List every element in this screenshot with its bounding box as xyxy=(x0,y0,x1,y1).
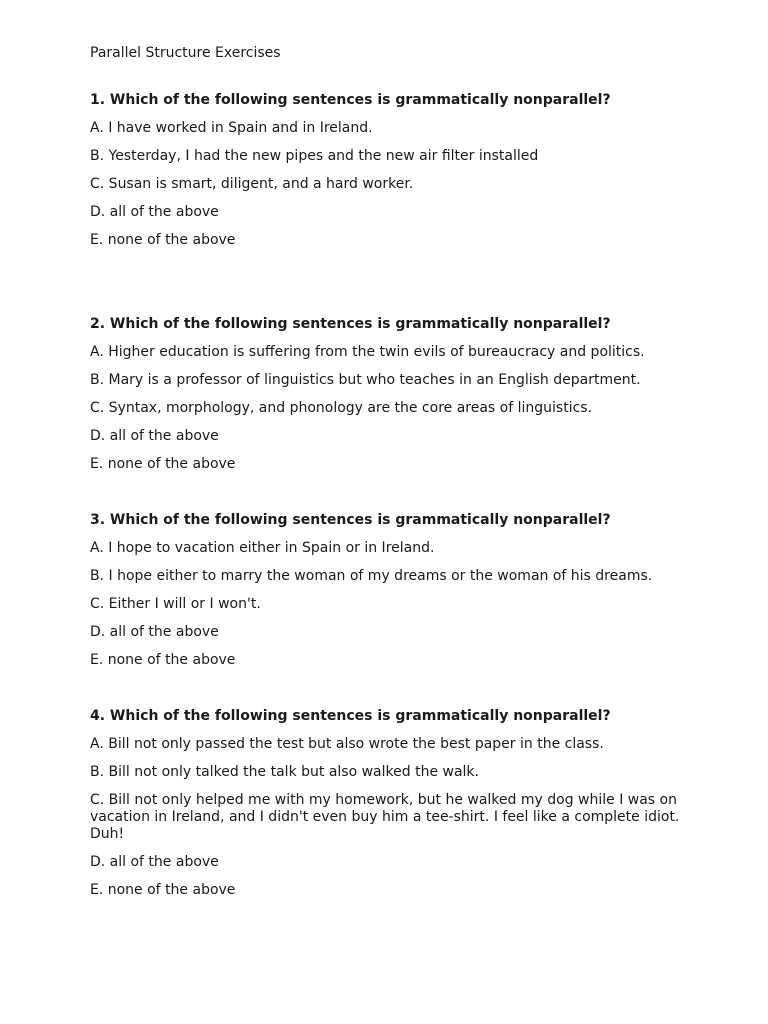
answer-option-e: E. none of the above xyxy=(90,882,236,898)
question-2 xyxy=(90,316,690,484)
answer-option-d: D. all of the above xyxy=(90,854,219,870)
answer-option-c: C. Syntax, morphology, and phonology are the core areas of linguistics. xyxy=(90,400,593,416)
question-stem: 4. Which of the following sentences is grammatically nonparallel? xyxy=(90,708,611,724)
answer-option-b: B. Bill not only talked the talk but also walked the walk. xyxy=(90,764,479,780)
answer-option-a: A. I have worked in Spain and in Ireland. xyxy=(90,120,373,136)
question-1 xyxy=(90,92,690,260)
answer-option-b: B. Mary is a professor of linguistics but who teaches in an English department. xyxy=(90,372,641,388)
answer-option-e: E. none of the above xyxy=(90,232,236,248)
answer-option-d: D. all of the above xyxy=(90,624,219,640)
document-title: Parallel Structure Exercises xyxy=(90,45,281,61)
answer-option-a: A. Higher education is suffering from the twin evils of bureaucracy and politics. xyxy=(90,344,645,360)
answer-option-c: C. Either I will or I won't. xyxy=(90,596,261,612)
answer-option-d: D. all of the above xyxy=(90,204,219,220)
answer-option-e: E. none of the above xyxy=(90,652,236,668)
answer-option-c: C. Bill not only helped me with my homework, but he walked my dog while I was on vacation in Ireland, and I didn't even buy him a tee-shirt. I feel like a complete idiot. Duh! xyxy=(90,792,680,842)
answer-option-e: E. none of the above xyxy=(90,456,236,472)
question-stem: 1. Which of the following sentences is grammatically nonparallel? xyxy=(90,92,611,108)
answer-option-a: A. Bill not only passed the test but also wrote the best paper in the class. xyxy=(90,736,604,752)
question-stem: 2. Which of the following sentences is grammatically nonparallel? xyxy=(90,316,611,332)
answer-option-c: C. Susan is smart, diligent, and a hard worker. xyxy=(90,176,414,192)
question-stem: 3. Which of the following sentences is grammatically nonparallel? xyxy=(90,512,611,528)
answer-option-b: B. I hope either to marry the woman of my dreams or the woman of his dreams. xyxy=(90,568,653,584)
answer-option-a: A. I hope to vacation either in Spain or in Ireland. xyxy=(90,540,435,556)
answer-option-d: D. all of the above xyxy=(90,428,219,444)
question-4 xyxy=(90,708,690,910)
question-3 xyxy=(90,512,690,680)
answer-option-b: B. Yesterday, I had the new pipes and the new air filter installed xyxy=(90,148,539,164)
